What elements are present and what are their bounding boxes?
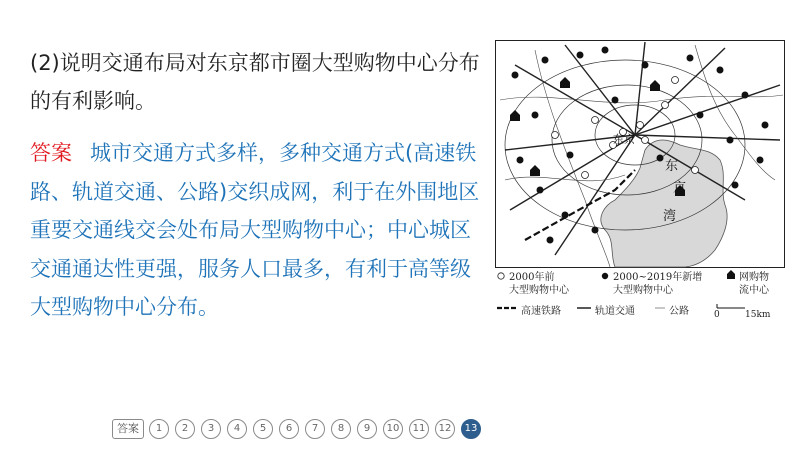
page-11-button[interactable]: 11 — [409, 419, 429, 439]
legend-rail: 轨道交通 — [595, 306, 635, 317]
page-8-button[interactable]: 8 — [331, 419, 351, 439]
page-4-button[interactable]: 4 — [227, 419, 247, 439]
answer-text: 城市交通方式多样，多种交通方式(高速铁路、轨道交通、公路)交织成网，利于在外围地区重要交通线交会处布局大型购物中心；中心城区交通通达性更强，服务人口最多，有利于高等级大型购物中心分布。 — [30, 141, 480, 319]
answer-block — [30, 134, 485, 327]
page-5-button[interactable]: 5 — [253, 419, 273, 439]
question-text: (2)说明交通布局对东京都市圈大型购物中心分布的有利影响。 — [30, 51, 480, 113]
legend-online-2: 流中心 — [739, 285, 769, 296]
map-legend — [495, 268, 785, 320]
page-7-button[interactable]: 7 — [305, 419, 325, 439]
page-2-button[interactable]: 2 — [175, 419, 195, 439]
legend-scale-0: 0 — [714, 310, 720, 320]
page-3-button[interactable]: 3 — [201, 419, 221, 439]
page-6-button[interactable]: 6 — [279, 419, 299, 439]
tokyo-map — [495, 40, 785, 268]
label-bay-2: 京 — [673, 181, 687, 196]
map-svg — [495, 40, 785, 268]
legend-new-1: 2000~2019年新增 — [613, 272, 703, 283]
label-bay-3: 湾 — [663, 209, 677, 224]
answer-button[interactable]: 答案 — [112, 419, 144, 439]
legend-online-1: 网购物 — [739, 272, 769, 283]
legend-old-2: 大型购物中心 — [509, 285, 569, 296]
page-12-button[interactable]: 12 — [435, 419, 455, 439]
answer-label: 答案 — [30, 141, 72, 165]
page-1-button[interactable]: 1 — [149, 419, 169, 439]
page-10-button[interactable]: 10 — [383, 419, 403, 439]
legend-old-1: 2000年前 — [509, 272, 555, 283]
page-9-button[interactable]: 9 — [357, 419, 377, 439]
page-13-button[interactable]: 13 — [461, 419, 481, 439]
label-tokyo: 东京 — [613, 133, 635, 146]
label-bay-1: 东 — [665, 159, 679, 174]
legend-new-2: 大型购物中心 — [613, 285, 673, 296]
legend-hsr: 高速铁路 — [521, 306, 561, 317]
legend-road: 公路 — [669, 306, 689, 317]
legend-scale-15: 15km — [745, 310, 771, 320]
